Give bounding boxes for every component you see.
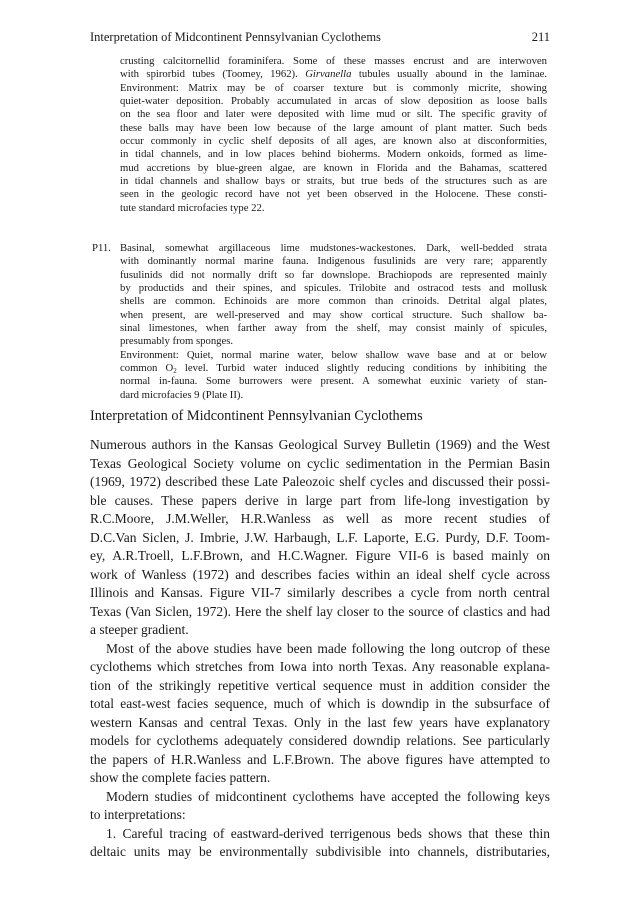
text-line: Numerous authors in the Kansas Geological Survey Bulletin (1969) and the West [90,437,550,452]
text-line: quiet-water deposition. Probably accumulated in arcas of slow deposition as loose balls [120,95,547,108]
text-line: ble causes. These papers derive in large part from life-long investigation by [90,492,550,508]
text-line: deltaic units may be environmentally subdivisible into channels, distributaries, [90,844,550,859]
text-line: crusting calcitornellid foraminifera. Some of these masses encrust and are interwoven [120,55,547,67]
text-line: presumably from sponges. [120,335,234,348]
text-line: work of Wanless (1972) and describes facies within an ideal shelf cycle across [90,566,550,582]
text-line: seen in the geologic record have not yet been observed in the Holocene. These consti- [120,188,547,201]
text-line: (1969, 1972) described these Late Paleozoic shelf cycles and discussed their possi- [90,474,550,489]
text-line: Texas Geological Society volume on cyclic sedimentation in the Permian Basin [90,455,550,471]
text-line: total east-west facies sequence, much of which is downdip in the subsurface of [90,696,550,711]
text-line: normal in-fauna. Some burrowers were present. A somewhat euxinic variety of stan- [120,375,547,388]
text-line: 1. Careful tracing of eastward-derived terrigenous beds shows that these thin [106,825,550,841]
text-line: with dominantly normal marine fauna. Indigenous fusulinids are very rare; apparently [120,255,547,268]
text-line: western Kansas and central Texas. Only in the last few years have explanatory [90,714,550,730]
text-line: a steeper gradient. [90,622,189,637]
text-line: by productids and their spines, and spicules. Trilobite and ostracod tests and mollusk [120,282,547,295]
text-line: occur commonly in cyclic shelf deposits of all ages, are known also at disconformities, [120,135,547,148]
text-line: Basinal, somewhat argillaceous lime mudstones-wackestones. Dark, well-bedded strata [120,242,547,254]
text-line: Illinois and Kansas. Figure VII-7 similarly describes a cycle from north central [90,585,550,600]
text-line: Modern studies of midcontinent cyclothems have accepted the following keys [106,788,550,804]
text-line: common $O_2$ level. Turbid water induced slightly reducing conditions by inhibiting the [120,362,547,376]
running-title: Interpretation of Midcontinent Pennsylvanian Cyclothems [90,30,381,44]
text-line: ey, A.R.Troell, L.F.Brown, and H.C.Wagner. Figure VII-6 is based mainly on [90,548,550,563]
text-line: Environment: Matrix may be of coarser texture but is commonly micrite, showing [120,81,547,94]
text-line: models for cyclothems adequately considered downdip relations. See particularly [90,733,550,748]
text-line: with spirorbid tubes (Toomey, 1962). Girvanella tubules usually abound in the laminae. [120,68,547,81]
text-line: Texas (Van Siclen, 1972). Here the shelf lay closer to the source of clastics and had [90,603,550,619]
text-line: cyclothems which stretches from Iowa into north Texas. Any reasonable explana- [90,659,550,674]
italic-genus: Girvanella [305,68,352,81]
text-line: R.C.Moore, J.M.Weller, H.R.Wanless as well as more recent studies of [90,511,550,526]
page-number: 211 [531,30,550,44]
text-line: to interpretations: [90,807,186,822]
text-line: in tidal channels and shallow bays or straits, but true beds of the structures such as are [120,175,547,188]
body-text [90,436,550,862]
section-heading: Interpretation of Midcontinent Pennsylvanian Cyclothems [90,408,423,424]
text-line: shells are common. Echinoids are more common than crinoids. Detrital algal plates, [120,295,547,308]
text-line: fusulinids did not normally drift so far downslope. Brachiopods are represented mainly [120,268,547,281]
text-line: Environment: Quiet, normal marine water, below shallow wave base and at or below [120,348,547,361]
text-line: tute standard microfacies type 22. [120,201,265,214]
text-line: mud accretions by blue-green algae, are known in Florida and the Bahamas, scattered [120,161,547,174]
text-line: Most of the above studies have been made following the long outcrop of these [106,640,550,656]
text-line: on the sea floor and later were deposited with lime mud or silt. The specific gravity of [120,108,547,121]
subscript: 2 [173,367,177,376]
facies-label: P11. [92,242,111,254]
text-line: the papers of H.R.Wanless and L.F.Brown. The above figures have attempted to [90,751,550,767]
text-line: sinal limestones, when farther away from the shelf, may consist mainly of spicules, [120,322,547,335]
text-line: when present, are well-preserved and may show cortical structure. Such shallow ba- [120,308,547,321]
facies-p11-body [120,242,547,402]
text-line: dard microfacies 9 (Plate II). [120,388,244,401]
text-line: these balls may have been low because of the large amount of plant matter. Such beds [120,121,547,134]
running-header [90,30,550,48]
onkoid-description-block [120,55,547,215]
text-line: tion of the strikingly repetitive vertical sequence must in addition consider the [90,677,550,693]
text-line: in tidal channels, and in low places behind bioherms. Modern onkoids, formed as lime- [120,148,547,161]
text-line: D.C.Van Siclen, J. Imbrie, J.W. Harbaugh, L.F. Laporte, E.G. Purdy, D.F. Toom- [90,529,550,545]
text-line: show the complete facies pattern. [90,770,271,785]
